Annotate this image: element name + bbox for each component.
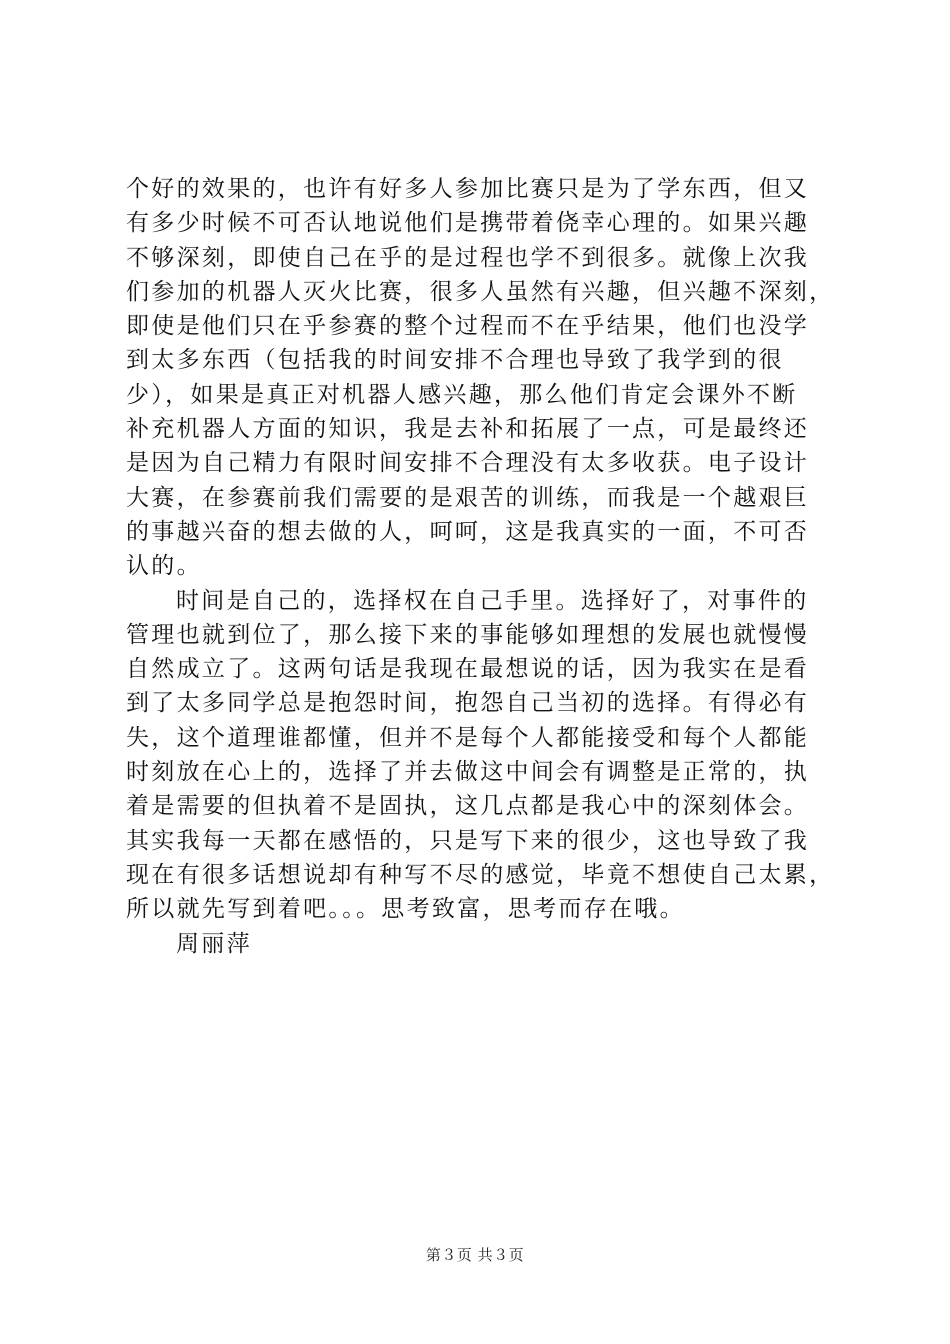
text-line: 其实我每一天都在感悟的，只是写下来的很少，这也导致了我 bbox=[126, 827, 810, 854]
text-line: 少），如果是真正对机器人感兴趣，那么他们肯定会课外不断 bbox=[126, 381, 798, 408]
text-line: 补充机器人方面的知识，我是去补和拓展了一点，可是最终还 bbox=[126, 416, 810, 443]
paragraph-start-line: 时间是自己的，选择权在自己手里。选择好了，对事件的 bbox=[176, 587, 809, 614]
text-line: 的事越兴奋的想去做的人，呵呵，这是我真实的一面，不可否 bbox=[126, 518, 810, 545]
author-signature: 周丽萍 bbox=[176, 930, 252, 957]
text-line: 到太多东西（包括我的时间安排不合理也导致了我学到的很 bbox=[126, 347, 784, 374]
text-line: 个好的效果的，也许有好多人参加比赛只是为了学东西，但又 bbox=[126, 176, 810, 202]
text-line: 不够深刻，即使自己在乎的是过程也学不到很多。就像上次我 bbox=[126, 244, 810, 271]
document-body bbox=[126, 172, 836, 961]
text-line: 到了太多同学总是抱怨时间，抱怨自己当初的选择。有得必有 bbox=[126, 690, 810, 717]
text-line: 时刻放在心上的，选择了并去做这中间会有调整是正常的，执 bbox=[126, 759, 810, 786]
text-line: 有多少时候不可否认地说他们是携带着侥幸心理的。如果兴趣 bbox=[126, 210, 810, 237]
page-number-footer: 第３页 共３页 bbox=[425, 1246, 525, 1264]
text-line: 现在有很多话想说却有种写不尽的感觉，毕竟不想使自己太累， bbox=[126, 861, 835, 888]
text-line: 大赛，在参赛前我们需要的是艰苦的训练，而我是一个越艰巨 bbox=[126, 484, 810, 511]
text-line: 着是需要的但执着不是固执，这几点都是我心中的深刻体会。 bbox=[126, 793, 810, 820]
text-line: 失，这个道理谁都懂，但并不是每个人都能接受和每个人都能 bbox=[126, 724, 810, 751]
text-line: 所以就先写到着吧。。。思考致富，思考而存在哦。 bbox=[126, 896, 685, 923]
text-line: 自然成立了。这两句话是我现在最想说的话，因为我实在是看 bbox=[126, 656, 810, 683]
text-line: 管理也就到位了，那么接下来的事能够如理想的发展也就慢慢 bbox=[126, 621, 810, 648]
text-line: 是因为自己精力有限时间安排不合理没有太多收获。电子设计 bbox=[126, 450, 810, 477]
text-line: 们参加的机器人灭火比赛，很多人虽然有兴趣，但兴趣不深刻， bbox=[126, 278, 835, 305]
text-line: 即使是他们只在乎参赛的整个过程而不在乎结果，他们也没学 bbox=[126, 313, 810, 340]
text-line: 认的。 bbox=[126, 553, 202, 580]
